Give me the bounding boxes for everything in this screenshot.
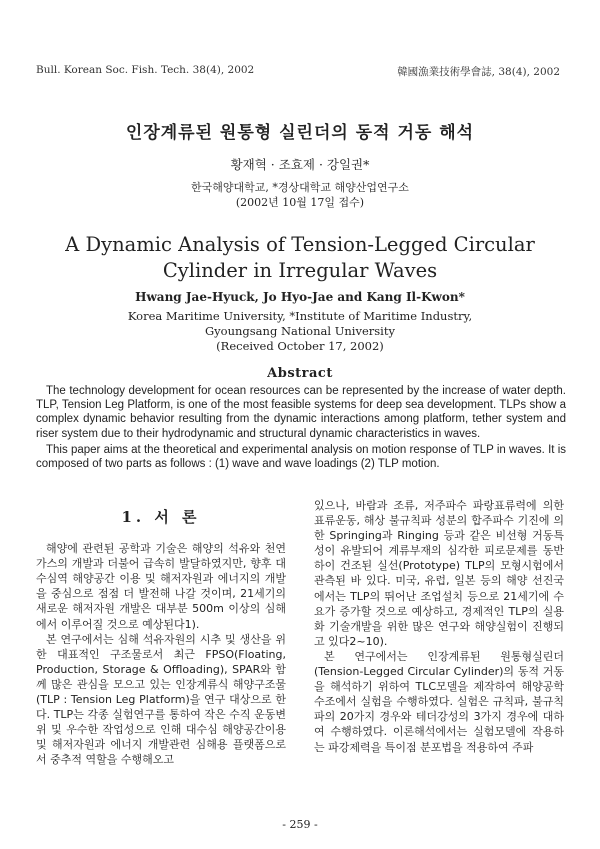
journal-header-ko: 韓國漁業技術學會誌, 38(4), 2002 [397,66,560,78]
korean-authors: 황재혁 · 조효제 · 강일권* [230,157,370,172]
english-title [0,232,600,284]
body-paragraph: 본 연구에서는 인장계류된 원통형실린더(Tension-Legged Circular Cylinder)의 동적 거동을 해석하기 위하여 TLC모델을 제작하여 해양공학수조에서 실험을 수행하였다. 실험은 규칙파, 불규칙파의 20가지 경우와 테더강성의 3가지 경우에 대하여 수행하였다. 이론해석에서는 실험모델에 작용하는 파강제력을 특이점 분포법을 적용하여 주파 [314,649,564,754]
english-title-line1: A Dynamic Analysis of Tension-Legged Circular [65,233,535,256]
korean-title: 인장계류된 원통형 실린더의 동적 거동 해석 [125,123,475,143]
korean-affiliation: 한국해양대학교, *경상대학교 해양산업연구소 [191,181,409,194]
korean-received-date: (2002년 10월 17일 접수) [235,196,365,209]
body-paragraph: 있으나, 바람과 조류, 저주파수 파랑표류력에 의한 표류운동, 해상 불규칙파 성분의 합주파수 기진에 의한 Springing과 Ringing 등과 같은 비선형 거동특성이 유발되어 계류부재의 심각한 피로문제를 동반하이 건조된 실선(Prototype) TLP의 모형시험에서 관측된 바 있다. 미국, 유럽, 일본 등의 해양 선진국에서는 TLP의 뛰어난 조업설치 등으로 21세기에 수요가 증가할 것으로 예상하고, 경제적인 TLP의 실용화 기술개발을 위한 많은 연구와 해양실험이 진행되고 있다2~10). [314,499,564,648]
abstract-heading: Abstract [267,366,333,381]
abstract-body [36,384,566,473]
english-authors: Hwang Jae-Hyuck, Jo Hyo-Jae and Kang Il-Kwon* [135,290,465,304]
section-heading: 1. 서 론 [121,508,201,526]
english-affiliation-line2: Gyoungsang National University [205,324,395,338]
abstract-paragraph: This paper aims at the theoretical and experimental analysis on motion response of TLP in waves. It is composed of two parts as follows : (1) wave and wave loadings (2) TLP motion. [36,443,566,471]
english-received-date: (Received October 17, 2002) [216,339,384,353]
body-right-column [314,498,564,755]
english-title-line2: Cylinder in Irregular Waves [162,259,438,282]
body-paragraph: 본 연구에서는 심해 석유자원의 시추 및 생산을 위한 대표적인 구조물로서 최근 FPSO(Floating, Production, Storage & Offloading), SPAR와 함께 많은 관심을 모으고 있는 인장계류식 해양구조물(TLP : Tension Leg Platform)을 연구 대상으로 한다. TLP는 각종 실험연구를 통하여 작은 수직 운동변위 및 우수한 작업성으로 인해 대수심 해양공간이용 및 해저자원과 에너지 개발관련 심해용 플랫폼으로서 중추적 역할을 수행해오고 [36,632,286,767]
page-number: - 259 - [282,818,318,831]
korean-affiliation-block [0,180,600,210]
english-affiliation-block [0,309,600,354]
body-left-column [36,510,286,768]
abstract-paragraph: The technology development for ocean resources can be represented by the increase of water depth. TLP, Tension Leg Platform, is one of the most feasible systems for deep sea development. TLPs show a complex dynamic behavior resulting from the dynamic interactions among platform, tether system and riser system due to their hydrodynamic and structural dynamic characteristics in waves. [36,385,566,440]
body-paragraph: 해양에 관련된 공학과 기술은 해양의 석유와 천연가스의 개발과 더불어 급속히 발달하였지만, 향후 대수심역 해양공간 이용 및 해저자원과 에너지의 개발을 중심으로 점점 더 발전해 나갈 것이며, 21세기의 새로운 해저자원 개발은 대부분 500m 이상의 심해에서 이루어질 것으로 예상된다1). [36,542,286,631]
english-affiliation-line1: Korea Maritime University, *Institute of Maritime Industry, [127,309,473,323]
journal-header-en: Bull. Korean Soc. Fish. Tech. 38(4), 2002 [36,64,255,76]
